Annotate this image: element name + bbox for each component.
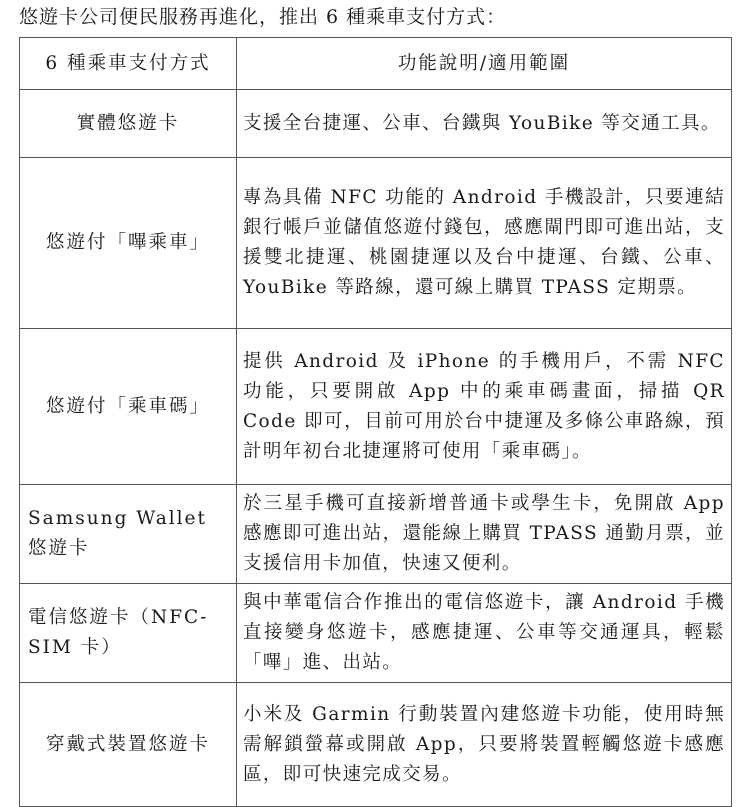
method-description: 專為具備 NFC 功能的 Android 手機設計，只要連結銀行帳戶並儲值悠遊付錢包，感應閘門即可進出站，支援雙北捷運、桃園捷運以及台中捷運、台鐵、公車、YouBike 等路線，還可線上購買 TPASS 定期票。: [237, 158, 732, 329]
method-description: 與中華電信合作推出的電信悠遊卡，讓 Android 手機直接變身悠遊卡，感應捷運、公車等交通運具，輕鬆「嗶」進、出站。: [237, 584, 732, 683]
method-name: 電信悠遊卡（NFC-SIM 卡）: [20, 584, 237, 683]
payment-methods-table: [19, 37, 732, 807]
table-row: [20, 485, 732, 584]
table-row: [20, 90, 732, 158]
method-name: Samsung Wallet 悠遊卡: [20, 485, 237, 584]
table-row: [20, 158, 732, 329]
table-row: [20, 329, 732, 485]
method-description: 支援全台捷運、公車、台鐵與 YouBike 等交通工具。: [237, 90, 732, 158]
method-name: 實體悠遊卡: [20, 90, 237, 158]
method-description: 於三星手機可直接新增普通卡或學生卡，免開啟 App 感應即可進出站，還能線上購買 TPASS 通勤月票，並支援信用卡加值，快速又便利。: [237, 485, 732, 584]
method-description: 提供 Android 及 iPhone 的手機用戶，不需 NFC 功能，只要開啟 App 中的乘車碼畫面，掃描 QR Code 即可，目前可用於台中捷運及多條公車路線，預計明年初台北捷運將可使用「乘車碼」。: [237, 329, 732, 485]
method-description: 小米及 Garmin 行動裝置內建悠遊卡功能，使用時無需解鎖螢幕或開啟 App，只要將裝置輕觸悠遊卡感應區，即可快速完成交易。: [237, 683, 732, 807]
method-name: 悠遊付「嗶乘車」: [20, 158, 237, 329]
method-name: 穿戴式裝置悠遊卡: [20, 683, 237, 807]
header-method: 6 種乘車支付方式: [20, 38, 237, 90]
intro-text: 悠遊卡公司便民服務再進化，推出 6 種乘車支付方式：: [19, 6, 507, 28]
table-row: [20, 683, 732, 807]
method-name: 悠遊付「乘車碼」: [20, 329, 237, 485]
header-description: 功能說明/適用範圍: [237, 38, 732, 90]
table-header-row: [20, 38, 732, 90]
table-row: [20, 584, 732, 683]
